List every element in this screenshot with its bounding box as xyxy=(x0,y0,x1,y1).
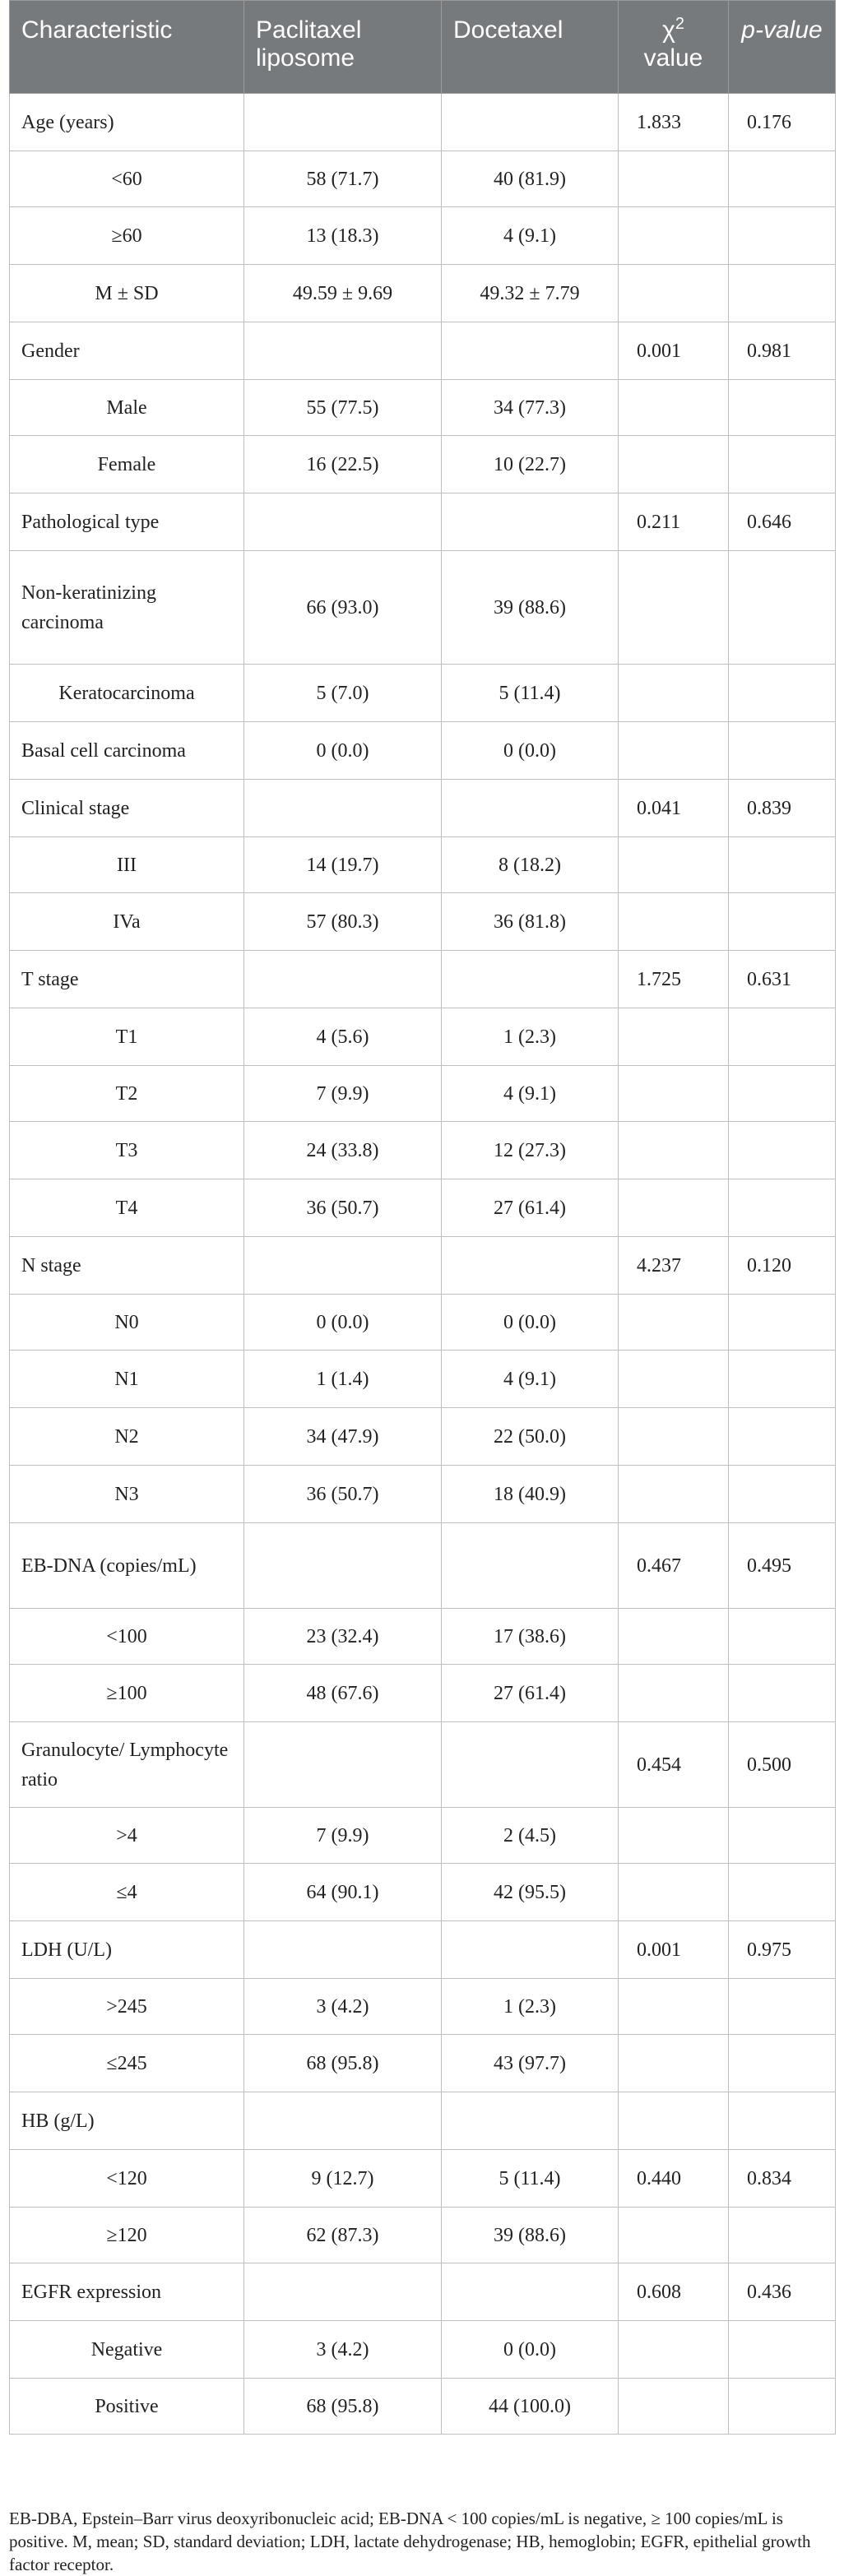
docetaxel-value: 4 (9.1) xyxy=(442,1066,619,1122)
row-label: Granulocyte/ Lymphocyte ratio xyxy=(10,1722,244,1808)
p-value: 0.436 xyxy=(729,2263,836,2321)
p-value: 0.500 xyxy=(729,1722,836,1808)
row-label: N stage xyxy=(10,1237,244,1295)
p-value xyxy=(729,1122,836,1179)
paclitaxel-value xyxy=(244,1722,442,1808)
p-value xyxy=(729,380,836,436)
chi-square-value xyxy=(619,207,729,265)
paclitaxel-value: 64 (90.1) xyxy=(244,1864,442,1921)
docetaxel-value: 12 (27.3) xyxy=(442,1122,619,1179)
chi-square-value xyxy=(619,2379,729,2435)
row-label: T4 xyxy=(10,1179,244,1237)
paclitaxel-value xyxy=(244,94,442,151)
row-label: N2 xyxy=(10,1408,244,1466)
row-label: Clinical stage xyxy=(10,780,244,837)
docetaxel-value: 4 (9.1) xyxy=(442,1351,619,1408)
row-label: N0 xyxy=(10,1295,244,1351)
paclitaxel-value: 57 (80.3) xyxy=(244,893,442,951)
docetaxel-value xyxy=(442,1237,619,1295)
chi-square-value xyxy=(619,1609,729,1665)
p-value xyxy=(729,1466,836,1523)
p-value xyxy=(729,1864,836,1921)
header-chi-square-value xyxy=(619,1,729,94)
chi-square-value: 0.001 xyxy=(619,322,729,380)
paclitaxel-value: 13 (18.3) xyxy=(244,207,442,265)
p-value xyxy=(729,1979,836,2035)
row-label: ≥120 xyxy=(10,2208,244,2263)
docetaxel-value: 10 (22.7) xyxy=(442,436,619,493)
table-row xyxy=(10,1864,836,1921)
header-docetaxel: Docetaxel xyxy=(442,1,619,94)
table-row xyxy=(10,1523,836,1609)
p-value xyxy=(729,1295,836,1351)
table-row xyxy=(10,207,836,265)
p-value xyxy=(729,665,836,722)
chi-square-value: 1.725 xyxy=(619,951,729,1008)
header-row xyxy=(10,1,836,94)
table-body xyxy=(10,94,836,2435)
row-label: III xyxy=(10,837,244,893)
p-value xyxy=(729,1609,836,1665)
docetaxel-value xyxy=(442,1921,619,1979)
row-label: Age (years) xyxy=(10,94,244,151)
table-row xyxy=(10,2263,836,2321)
p-value xyxy=(729,893,836,951)
p-value: 0.631 xyxy=(729,951,836,1008)
chi-symbol: χ xyxy=(662,16,675,44)
chi-square-value xyxy=(619,1665,729,1722)
table-row xyxy=(10,2379,836,2435)
chi-square-value xyxy=(619,380,729,436)
docetaxel-value xyxy=(442,2263,619,2321)
paclitaxel-value: 23 (32.4) xyxy=(244,1609,442,1665)
p-value xyxy=(729,2321,836,2379)
docetaxel-value: 49.32 ± 7.79 xyxy=(442,265,619,322)
paclitaxel-value: 0 (0.0) xyxy=(244,1295,442,1351)
p-value xyxy=(729,1408,836,1466)
p-value xyxy=(729,1351,836,1408)
paclitaxel-value xyxy=(244,1921,442,1979)
table-row xyxy=(10,493,836,551)
paclitaxel-value xyxy=(244,780,442,837)
row-label: ≤4 xyxy=(10,1864,244,1921)
p-value xyxy=(729,2092,836,2150)
row-label: HB (g/L) xyxy=(10,2092,244,2150)
table-row xyxy=(10,780,836,837)
table-row xyxy=(10,551,836,665)
row-label: LDH (U/L) xyxy=(10,1921,244,1979)
chi-square-value xyxy=(619,1122,729,1179)
docetaxel-value xyxy=(442,951,619,1008)
paclitaxel-value: 4 (5.6) xyxy=(244,1008,442,1066)
table-row xyxy=(10,665,836,722)
table-row xyxy=(10,2035,836,2092)
docetaxel-value: 39 (88.6) xyxy=(442,551,619,665)
row-label: Non-keratinizing carcinoma xyxy=(10,551,244,665)
table-row xyxy=(10,1295,836,1351)
docetaxel-value xyxy=(442,1722,619,1808)
row-label: T stage xyxy=(10,951,244,1008)
header-characteristic: Characteristic xyxy=(10,1,244,94)
row-label: Pathological type xyxy=(10,493,244,551)
docetaxel-value: 0 (0.0) xyxy=(442,1295,619,1351)
table-row xyxy=(10,436,836,493)
chi-square-value: 4.237 xyxy=(619,1237,729,1295)
row-label: Negative xyxy=(10,2321,244,2379)
row-label: >245 xyxy=(10,1979,244,2035)
p-value xyxy=(729,2208,836,2263)
table-row xyxy=(10,1122,836,1179)
paclitaxel-value: 62 (87.3) xyxy=(244,2208,442,2263)
p-value xyxy=(729,551,836,665)
row-label: Gender xyxy=(10,322,244,380)
chi-square-value xyxy=(619,837,729,893)
paclitaxel-value: 16 (22.5) xyxy=(244,436,442,493)
docetaxel-value: 42 (95.5) xyxy=(442,1864,619,1921)
table-row xyxy=(10,2321,836,2379)
table-row xyxy=(10,2092,836,2150)
table-row xyxy=(10,151,836,207)
table-row xyxy=(10,1722,836,1808)
chi-value-word: value xyxy=(643,44,703,72)
docetaxel-value: 27 (61.4) xyxy=(442,1179,619,1237)
row-label: T3 xyxy=(10,1122,244,1179)
p-value xyxy=(729,1665,836,1722)
chi-square-value: 0.041 xyxy=(619,780,729,837)
table-row xyxy=(10,1921,836,1979)
chi-square-value: 1.833 xyxy=(619,94,729,151)
table-row xyxy=(10,1408,836,1466)
chi-square-value xyxy=(619,1066,729,1122)
chi-square-value xyxy=(619,2035,729,2092)
chi-square-value: 0.454 xyxy=(619,1722,729,1808)
row-label: Keratocarcinoma xyxy=(10,665,244,722)
chi-square-value xyxy=(619,151,729,207)
paclitaxel-value xyxy=(244,1523,442,1609)
docetaxel-value: 36 (81.8) xyxy=(442,893,619,951)
docetaxel-value xyxy=(442,780,619,837)
p-value: 0.120 xyxy=(729,1237,836,1295)
paclitaxel-value: 7 (9.9) xyxy=(244,1066,442,1122)
chi-square-value: 0.001 xyxy=(619,1921,729,1979)
row-label: ≤245 xyxy=(10,2035,244,2092)
table-row xyxy=(10,1609,836,1665)
paclitaxel-value xyxy=(244,2092,442,2150)
docetaxel-value xyxy=(442,322,619,380)
p-value xyxy=(729,1066,836,1122)
docetaxel-value: 4 (9.1) xyxy=(442,207,619,265)
docetaxel-value: 0 (0.0) xyxy=(442,2321,619,2379)
table-row xyxy=(10,1351,836,1408)
paclitaxel-value xyxy=(244,2263,442,2321)
paclitaxel-value: 68 (95.8) xyxy=(244,2379,442,2435)
p-value: 0.176 xyxy=(729,94,836,151)
docetaxel-value: 39 (88.6) xyxy=(442,2208,619,2263)
table-row xyxy=(10,380,836,436)
chi-square-value xyxy=(619,893,729,951)
docetaxel-value xyxy=(442,493,619,551)
row-label: <100 xyxy=(10,1609,244,1665)
chi-square-value xyxy=(619,265,729,322)
docetaxel-value: 1 (2.3) xyxy=(442,1008,619,1066)
chi-square-value xyxy=(619,1408,729,1466)
table-row xyxy=(10,1808,836,1864)
chi-superscript: 2 xyxy=(675,15,684,33)
row-label: Male xyxy=(10,380,244,436)
row-label: EGFR expression xyxy=(10,2263,244,2321)
paclitaxel-value: 5 (7.0) xyxy=(244,665,442,722)
table-row xyxy=(10,837,836,893)
chi-square-value xyxy=(619,1295,729,1351)
row-label: IVa xyxy=(10,893,244,951)
chi-square-value: 0.467 xyxy=(619,1523,729,1609)
p-value xyxy=(729,837,836,893)
docetaxel-value: 0 (0.0) xyxy=(442,722,619,780)
row-label: N3 xyxy=(10,1466,244,1523)
p-value-label: p-value xyxy=(741,16,823,44)
paclitaxel-value: 0 (0.0) xyxy=(244,722,442,780)
chi-square-value xyxy=(619,2092,729,2150)
paclitaxel-value: 9 (12.7) xyxy=(244,2150,442,2208)
paclitaxel-value: 49.59 ± 9.69 xyxy=(244,265,442,322)
docetaxel-value: 2 (4.5) xyxy=(442,1808,619,1864)
paclitaxel-value: 1 (1.4) xyxy=(244,1351,442,1408)
paclitaxel-value: 3 (4.2) xyxy=(244,1979,442,2035)
docetaxel-value xyxy=(442,94,619,151)
p-value xyxy=(729,1808,836,1864)
docetaxel-value: 43 (97.7) xyxy=(442,2035,619,2092)
table-row xyxy=(10,1179,836,1237)
docetaxel-value: 5 (11.4) xyxy=(442,665,619,722)
chi-square-value: 0.440 xyxy=(619,2150,729,2208)
row-label: M ± SD xyxy=(10,265,244,322)
paclitaxel-value: 58 (71.7) xyxy=(244,151,442,207)
table-row xyxy=(10,951,836,1008)
table-row xyxy=(10,1237,836,1295)
p-value xyxy=(729,436,836,493)
table-row xyxy=(10,322,836,380)
p-value: 0.834 xyxy=(729,2150,836,2208)
table-row xyxy=(10,2208,836,2263)
p-value xyxy=(729,207,836,265)
table-footnote: EB-DBA, Epstein–Barr virus deoxyribonucleic acid; EB-DNA < 100 copies/mL is negative, ≥ 100 copies/mL is positive. M, mean; SD, standard deviation; LDH, lactate dehydrogenase; HB, hemoglobin; EGFR, epithelial growth factor receptor. xyxy=(9,2509,811,2574)
chi-square-value xyxy=(619,1864,729,1921)
p-value xyxy=(729,265,836,322)
row-label: Female xyxy=(10,436,244,493)
p-value: 0.975 xyxy=(729,1921,836,1979)
docetaxel-value xyxy=(442,2092,619,2150)
docetaxel-value: 44 (100.0) xyxy=(442,2379,619,2435)
paclitaxel-value: 48 (67.6) xyxy=(244,1665,442,1722)
row-label: Basal cell carcinoma xyxy=(10,722,244,780)
chi-square-value xyxy=(619,1466,729,1523)
docetaxel-value: 17 (38.6) xyxy=(442,1609,619,1665)
p-value xyxy=(729,2379,836,2435)
docetaxel-value: 34 (77.3) xyxy=(442,380,619,436)
paclitaxel-value: 14 (19.7) xyxy=(244,837,442,893)
p-value xyxy=(729,722,836,780)
row-label: EB-DNA (copies/mL) xyxy=(10,1523,244,1609)
header-paclitaxel-liposome: Paclitaxel liposome xyxy=(244,1,442,94)
paclitaxel-value xyxy=(244,951,442,1008)
p-value xyxy=(729,151,836,207)
table-row xyxy=(10,1466,836,1523)
p-value xyxy=(729,1008,836,1066)
chi-square-value xyxy=(619,1979,729,2035)
row-label: >4 xyxy=(10,1808,244,1864)
row-label: T1 xyxy=(10,1008,244,1066)
docetaxel-value xyxy=(442,1523,619,1609)
docetaxel-value: 40 (81.9) xyxy=(442,151,619,207)
paclitaxel-value: 24 (33.8) xyxy=(244,1122,442,1179)
header-p-value xyxy=(729,1,836,94)
p-value: 0.646 xyxy=(729,493,836,551)
p-value xyxy=(729,2035,836,2092)
chi-square-value: 0.608 xyxy=(619,2263,729,2321)
paclitaxel-value: 36 (50.7) xyxy=(244,1179,442,1237)
data-table-container xyxy=(9,0,835,2435)
table-header xyxy=(10,1,836,94)
paclitaxel-value: 3 (4.2) xyxy=(244,2321,442,2379)
chi-square-value xyxy=(619,2208,729,2263)
table-row xyxy=(10,1979,836,2035)
chi-square-value xyxy=(619,1008,729,1066)
paclitaxel-value: 55 (77.5) xyxy=(244,380,442,436)
p-value: 0.495 xyxy=(729,1523,836,1609)
row-label: <60 xyxy=(10,151,244,207)
p-value xyxy=(729,1179,836,1237)
paclitaxel-value xyxy=(244,493,442,551)
table-row xyxy=(10,2150,836,2208)
docetaxel-value: 22 (50.0) xyxy=(442,1408,619,1466)
p-value: 0.981 xyxy=(729,322,836,380)
paclitaxel-value: 66 (93.0) xyxy=(244,551,442,665)
chi-square-value xyxy=(619,1179,729,1237)
docetaxel-value: 1 (2.3) xyxy=(442,1979,619,2035)
table-row xyxy=(10,265,836,322)
chi-square-value xyxy=(619,551,729,665)
table-row xyxy=(10,1665,836,1722)
chi-square-value xyxy=(619,1351,729,1408)
chi-square-value xyxy=(619,2321,729,2379)
paclitaxel-value: 34 (47.9) xyxy=(244,1408,442,1466)
docetaxel-value: 5 (11.4) xyxy=(442,2150,619,2208)
paclitaxel-value xyxy=(244,322,442,380)
table-row xyxy=(10,722,836,780)
docetaxel-value: 8 (18.2) xyxy=(442,837,619,893)
table-row xyxy=(10,1066,836,1122)
docetaxel-value: 27 (61.4) xyxy=(442,1665,619,1722)
table-row xyxy=(10,893,836,951)
chi-square-value xyxy=(619,436,729,493)
row-label: T2 xyxy=(10,1066,244,1122)
p-value: 0.839 xyxy=(729,780,836,837)
baseline-characteristics-table xyxy=(9,0,836,2435)
table-row xyxy=(10,94,836,151)
chi-square-value xyxy=(619,1808,729,1864)
row-label: N1 xyxy=(10,1351,244,1408)
row-label: ≥100 xyxy=(10,1665,244,1722)
chi-square-value xyxy=(619,665,729,722)
chi-square-value: 0.211 xyxy=(619,493,729,551)
paclitaxel-value: 68 (95.8) xyxy=(244,2035,442,2092)
chi-square-value xyxy=(619,722,729,780)
table-row xyxy=(10,1008,836,1066)
row-label: <120 xyxy=(10,2150,244,2208)
docetaxel-value: 18 (40.9) xyxy=(442,1466,619,1523)
paclitaxel-value: 7 (9.9) xyxy=(244,1808,442,1864)
row-label: ≥60 xyxy=(10,207,244,265)
row-label: Positive xyxy=(10,2379,244,2435)
paclitaxel-value xyxy=(244,1237,442,1295)
paclitaxel-value: 36 (50.7) xyxy=(244,1466,442,1523)
